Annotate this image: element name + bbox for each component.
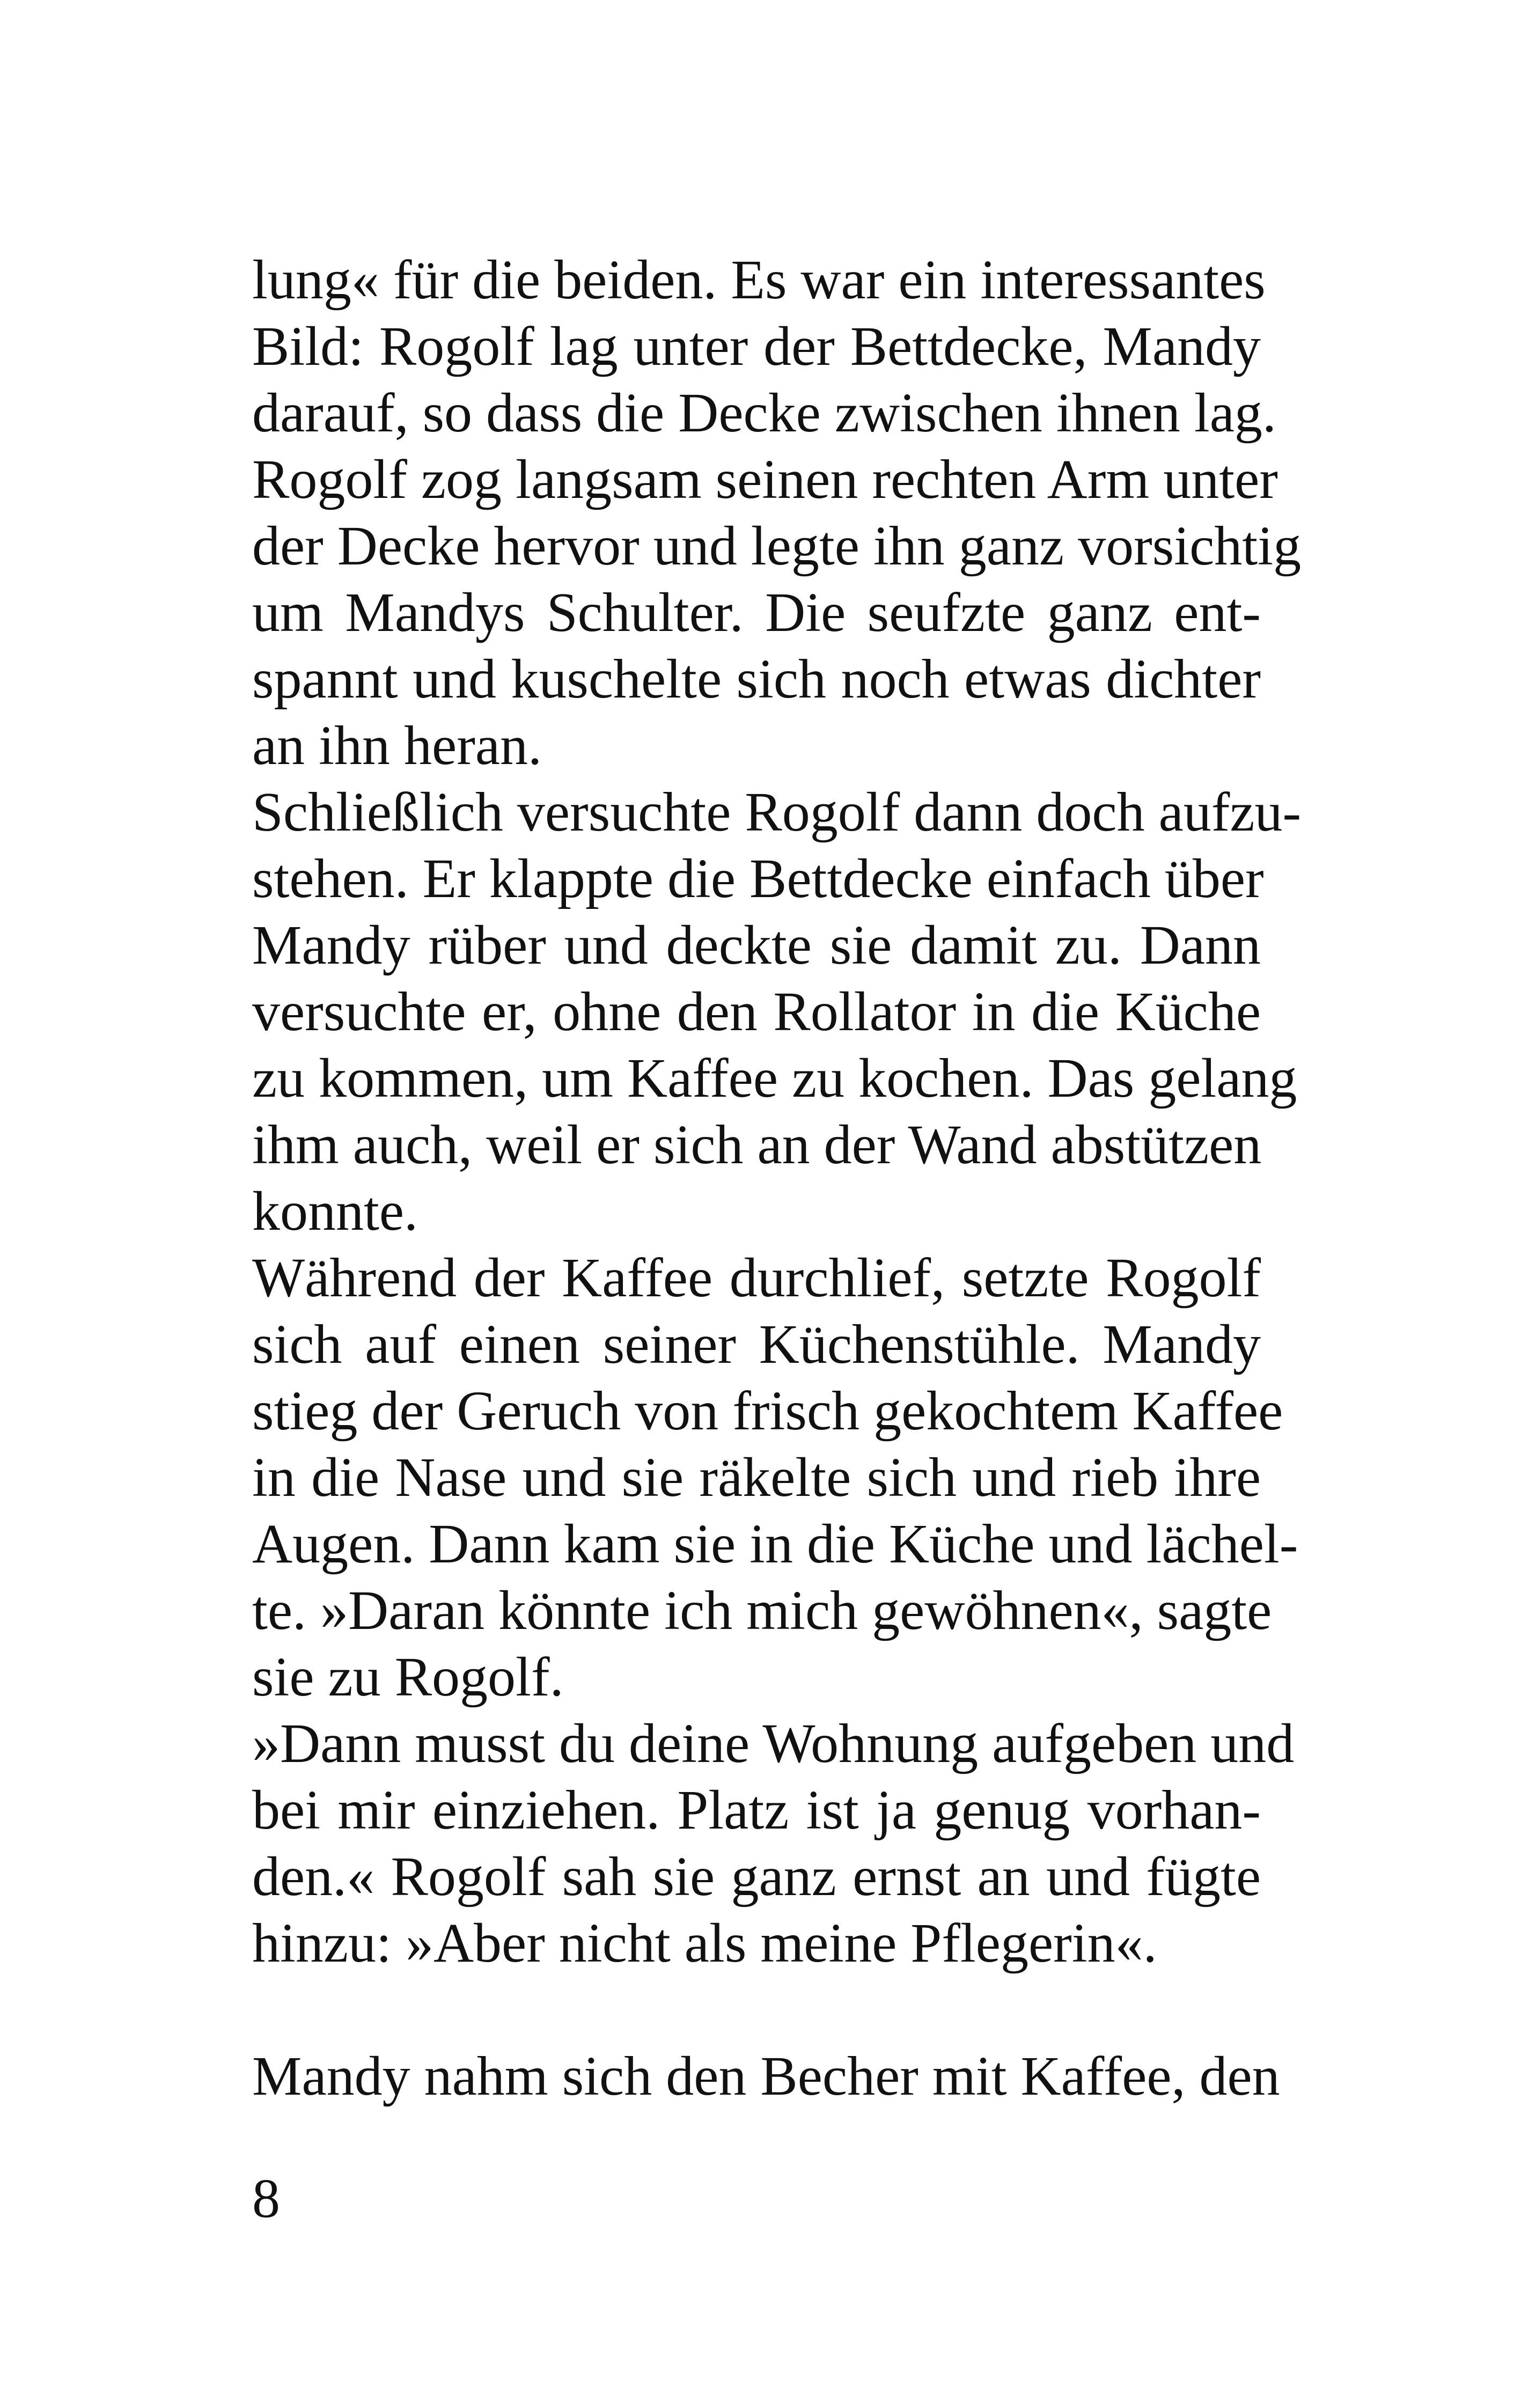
text-line: sie zu Rogolf. (252, 1646, 564, 1708)
page-number: 8 (252, 2168, 280, 2229)
text-line: um Mandys Schulter. Die seufzte ganz ent- (252, 582, 1261, 643)
text-line: bei mir einziehen. Platz ist ja genug vorhan- (252, 1779, 1261, 1841)
text-line: der Decke hervor und legte ihn ganz vorsichtig (252, 515, 1302, 577)
text-line: lung« für die beiden. Es war ein interessantes (252, 249, 1266, 311)
text-line: an ihn heran. (252, 715, 542, 776)
text-line: Mandy nahm sich den Becher mit Kaffee, den (252, 2045, 1280, 2107)
paragraph-gap (252, 1977, 1261, 2043)
text-line: in die Nase und sie räkelte sich und rieb ihre (252, 1447, 1261, 1508)
text-line: den.« Rogolf sah sie ganz ernst an und fügte (252, 1846, 1261, 1907)
text-line: stehen. Er klappte die Bettdecke einfach über (252, 848, 1264, 909)
text-line: Während der Kaffee durchlief, setzte Rogolf (252, 1247, 1261, 1309)
text-line: Schließlich versuchte Rogolf dann doch aufzu- (252, 781, 1302, 843)
text-line: sich auf einen seiner Küchenstühle. Mandy (252, 1313, 1261, 1375)
text-line: te. »Daran könnte ich mich gewöhnen«, sagte (252, 1580, 1272, 1641)
body-text (252, 247, 1302, 2110)
text-line: versuchte er, ohne den Rollator in die Küche (252, 981, 1261, 1043)
text-line: konnte. (252, 1180, 418, 1242)
text-line: Bild: Rogolf lag unter der Bettdecke, Mandy (252, 315, 1261, 377)
text-line: Augen. Dann kam sie in die Küche und lächel- (252, 1513, 1298, 1575)
text-line: hinzu: »Aber nicht als meine Pflegerin«. (252, 1912, 1157, 1974)
text-line: ihm auch, weil er sich an der Wand abstützen (252, 1114, 1262, 1176)
text-line: Mandy rüber und deckte sie damit zu. Dann (252, 914, 1261, 976)
text-line: stieg der Geruch von frisch gekochtem Kaffee (252, 1380, 1283, 1442)
text-line: Rogolf zog langsam seinen rechten Arm unter (252, 449, 1278, 510)
text-line: spannt und kuschelte sich noch etwas dichter (252, 648, 1261, 710)
text-line: darauf, so dass die Decke zwischen ihnen lag. (252, 382, 1276, 444)
text-line: zu kommen, um Kaffee zu kochen. Das gelang (252, 1047, 1297, 1109)
text-line: »Dann musst du deine Wohnung aufgeben und (252, 1713, 1295, 1774)
